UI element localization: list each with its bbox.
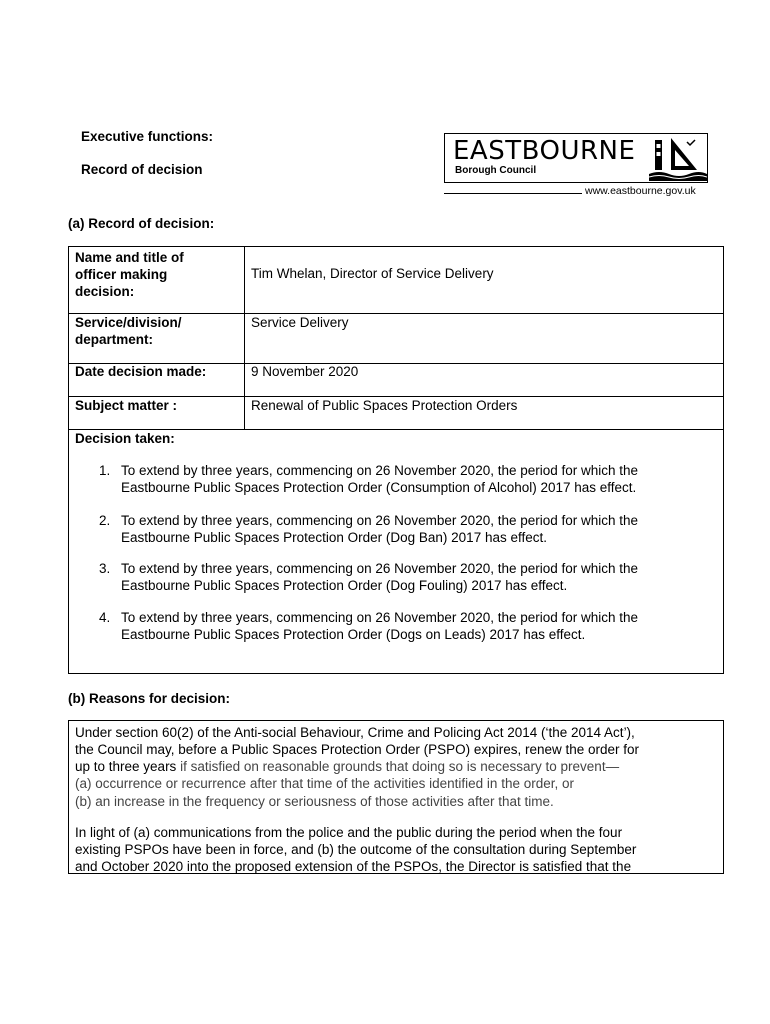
- decision-line: To extend by three years, commencing on 26 November 2020, the period for which the: [121, 610, 639, 625]
- decision-line: To extend by three years, commencing on 26 November 2020, the period for which the: [121, 513, 639, 528]
- reasons-paragraph-2: [75, 824, 719, 875]
- eastbourne-logo: [444, 133, 708, 183]
- decision-number: 3.: [99, 561, 111, 576]
- table-column-divider: [244, 247, 245, 429]
- department-value: Service Delivery: [251, 315, 349, 330]
- decision-record-table: [68, 246, 724, 674]
- date-value: 9 November 2020: [251, 364, 359, 379]
- reasons-line: In light of (a) communications from the police and the public during the period when the four: [75, 825, 623, 840]
- date-label: Date decision made:: [75, 364, 207, 379]
- section-b-heading: (b) Reasons for decision:: [68, 691, 231, 706]
- subject-label: Subject matter :: [75, 398, 178, 413]
- reasons-line: Under section 60(2) of the Anti-social Behaviour, Crime and Policing Act 2014 (‘the 2014 Act’),: [75, 725, 635, 740]
- record-of-decision-heading: Record of decision: [81, 162, 203, 177]
- decision-line: Eastbourne Public Spaces Protection Order (Consumption of Alcohol) 2017 has effect.: [121, 480, 637, 495]
- decision-line: Eastbourne Public Spaces Protection Order (Dog Fouling) 2017 has effect.: [121, 578, 568, 593]
- decision-line: To extend by three years, commencing on 26 November 2020, the period for which the: [121, 463, 639, 478]
- subject-value: Renewal of Public Spaces Protection Orders: [251, 398, 518, 413]
- label-line: Name and title of: [75, 250, 184, 265]
- decision-number: 4.: [99, 610, 111, 625]
- reasons-line: the Council may, before a Public Spaces Protection Order (PSPO) expires, renew the order for: [75, 742, 640, 757]
- label-line: officer making: [75, 267, 168, 282]
- reasons-line: [75, 758, 719, 775]
- reasons-line: existing PSPOs have been in force, and (b) the outcome of the consultation during September: [75, 842, 637, 857]
- department-label: [75, 314, 182, 348]
- reasons-sub-item-b: (b) an increase in the frequency or seriousness of those activities after that time.: [75, 794, 554, 809]
- decision-line: Eastbourne Public Spaces Protection Order (Dog Ban) 2017 has effect.: [121, 530, 547, 545]
- reasons-paragraph-1: [75, 724, 719, 810]
- reasons-box: [68, 720, 724, 874]
- label-line: decision:: [75, 284, 135, 299]
- lighthouse-sail-icon: [649, 134, 707, 181]
- reasons-line-part: if satisfied on reasonable grounds that doing so is necessary to prevent—: [176, 759, 620, 774]
- decision-number: 1.: [99, 463, 111, 478]
- reasons-line-part: up to three years: [75, 759, 177, 774]
- logo-url: www.eastbourne.gov.uk: [585, 185, 696, 197]
- logo-subtitle: Borough Council: [455, 165, 537, 176]
- decision-line: To extend by three years, commencing on 26 November 2020, the period for which the: [121, 561, 639, 576]
- officer-label: [75, 249, 184, 300]
- decision-line: Eastbourne Public Spaces Protection Order (Dogs on Leads) 2017 has effect.: [121, 627, 586, 642]
- reasons-sub-item-a: (a) occurrence or recurrence after that time of the activities identified in the order, or: [75, 776, 574, 791]
- section-a-heading: (a) Record of decision:: [68, 216, 215, 231]
- executive-functions-heading: Executive functions:: [81, 129, 214, 144]
- reasons-line: and October 2020 into the proposed extension of the PSPOs, the Director is satisfied that the: [75, 859, 632, 874]
- logo-name: EASTBOURNE: [453, 136, 636, 166]
- label-line: Service/division/: [75, 315, 182, 330]
- logo-underline: [444, 193, 582, 194]
- decision-taken-label: Decision taken:: [75, 431, 175, 446]
- label-line: department:: [75, 332, 154, 347]
- decision-number: 2.: [99, 513, 111, 528]
- officer-value: Tim Whelan, Director of Service Delivery: [251, 266, 494, 281]
